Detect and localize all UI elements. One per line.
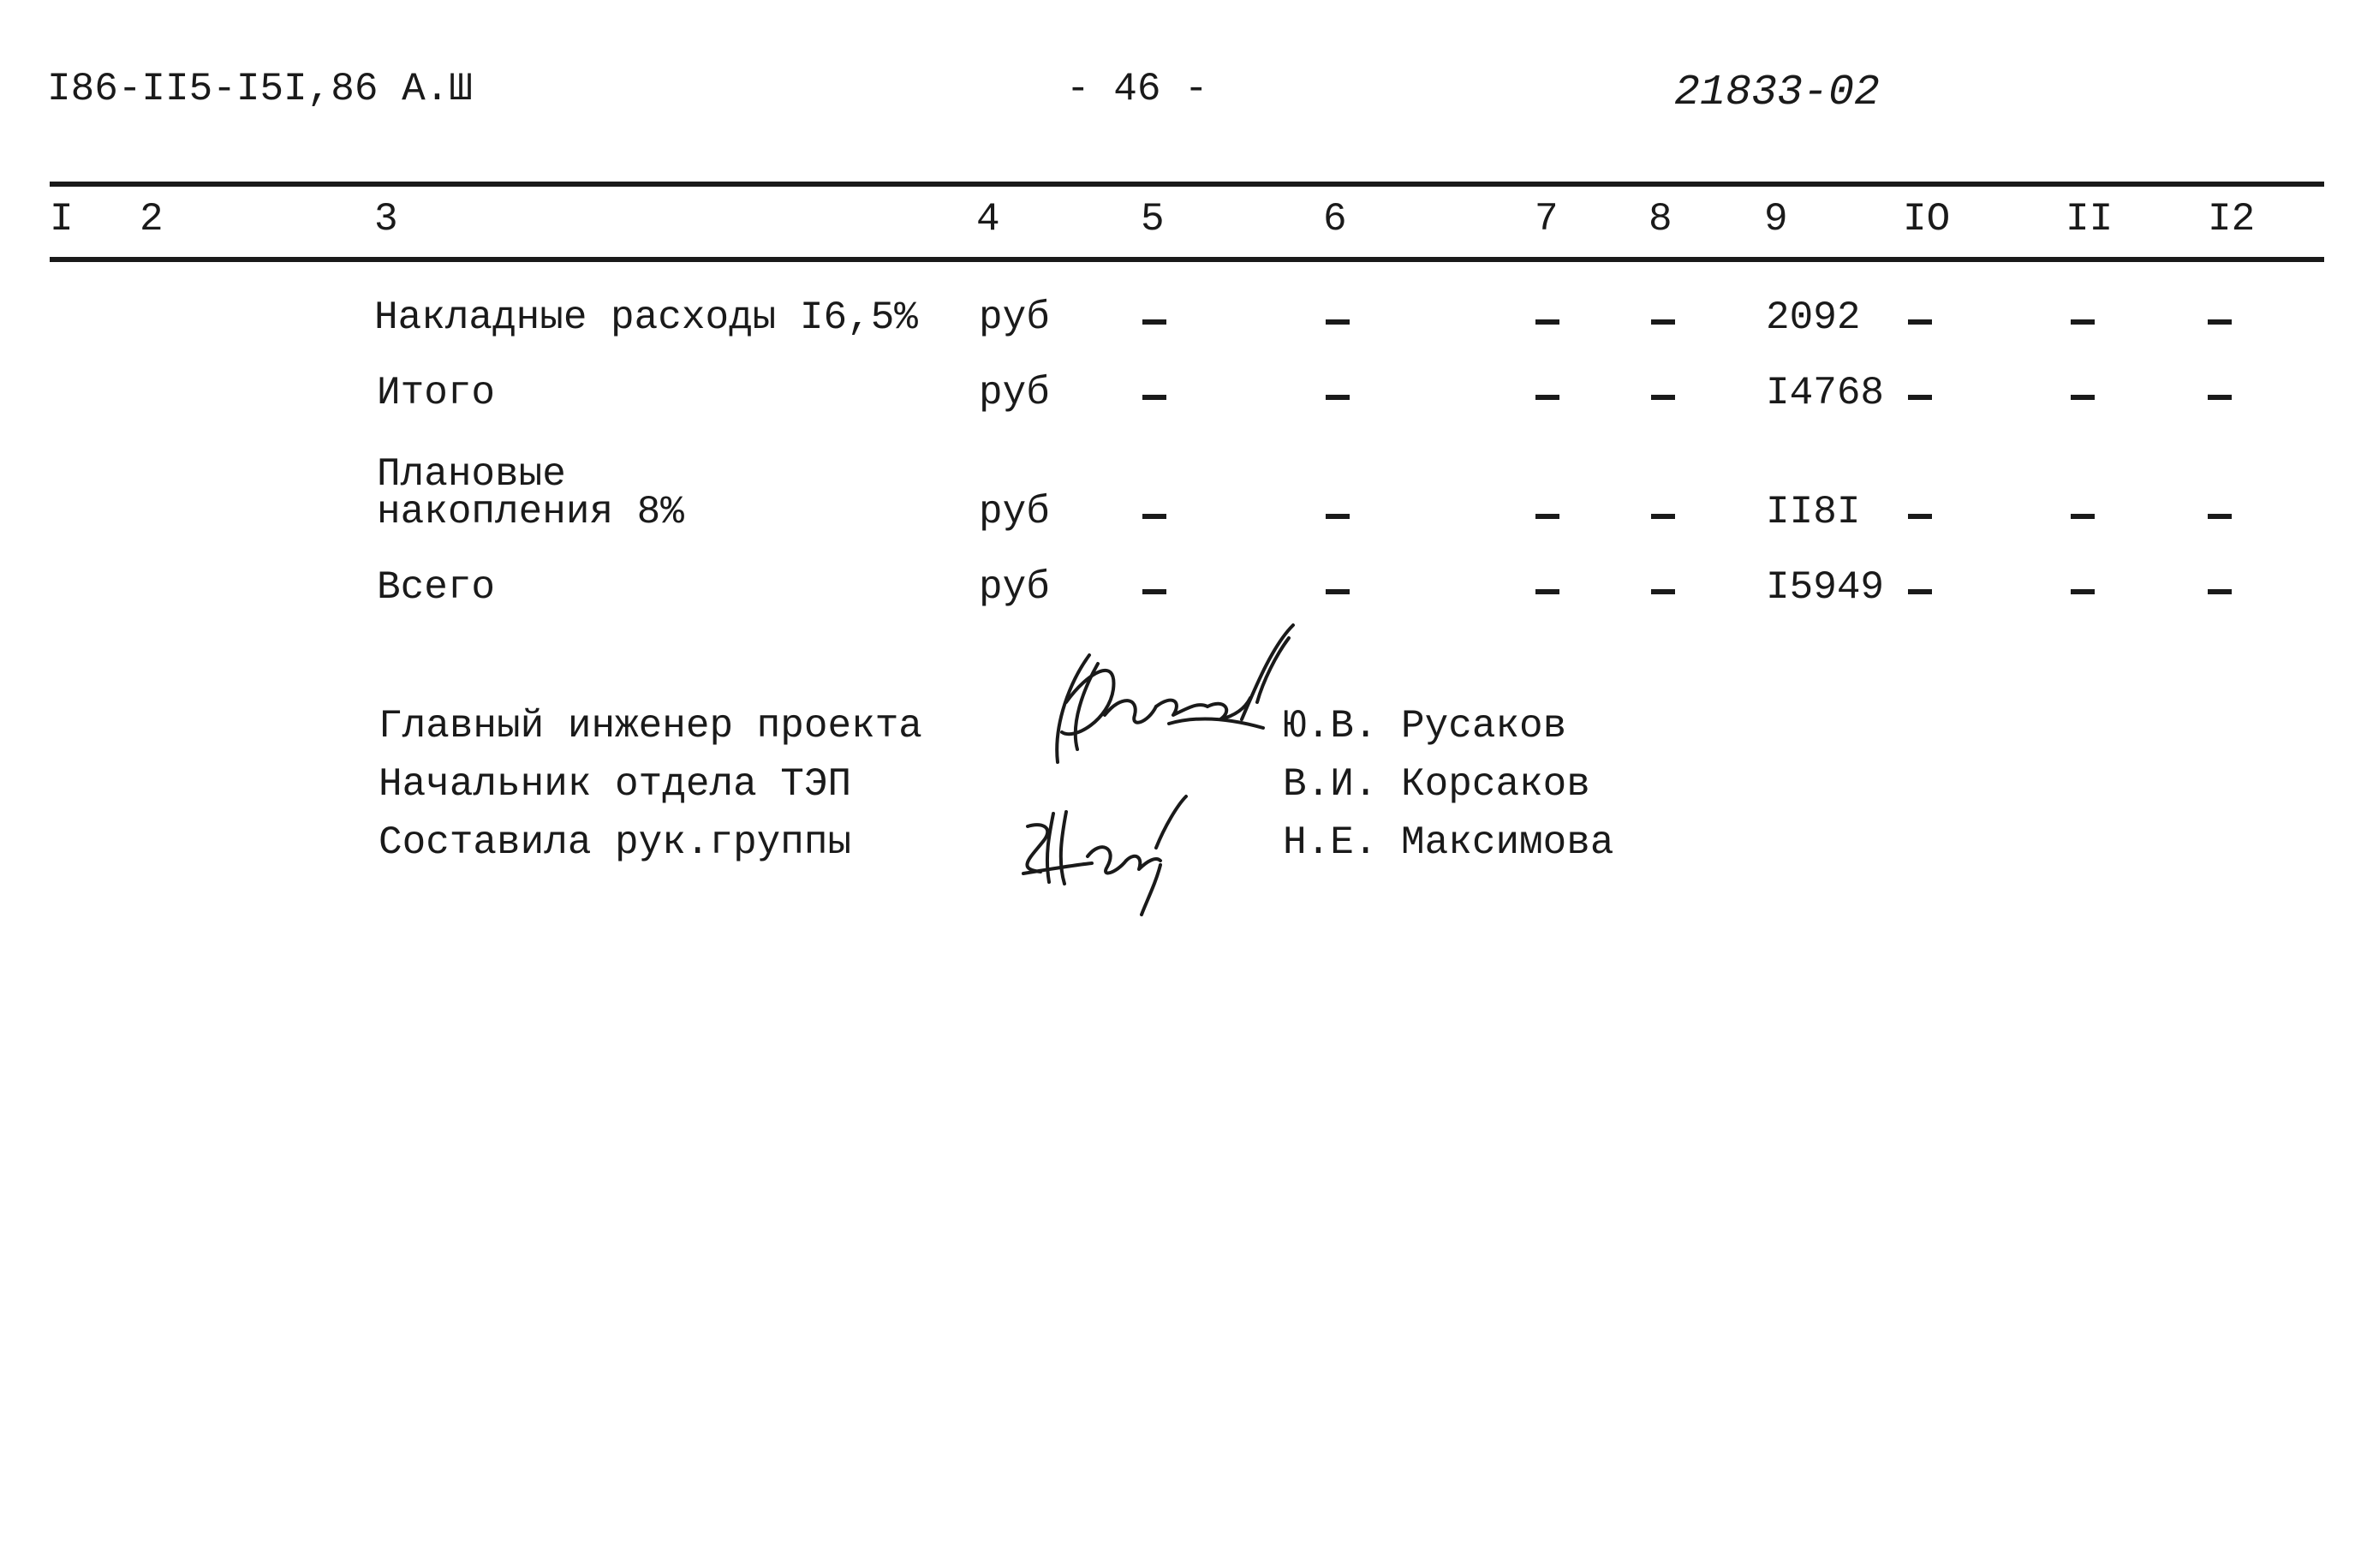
column-number-4: 4 <box>976 197 1000 241</box>
row-label: Накладные расходы I6,5% <box>374 295 918 340</box>
empty-dash <box>2208 319 2232 325</box>
table-top-rule <box>50 182 2324 187</box>
empty-dash <box>1651 395 1675 400</box>
signature-title: Главный инженер проекта <box>379 704 922 748</box>
handwritten-signature-1 <box>1036 621 1327 775</box>
signature-title: Составила рук.группы <box>379 820 852 865</box>
empty-dash <box>1142 514 1166 519</box>
empty-dash <box>1908 589 1932 594</box>
handwritten-signature-2 <box>1006 788 1203 916</box>
row-value: 2092 <box>1766 295 1861 340</box>
row-unit: руб <box>979 295 1050 340</box>
row-label: Итого <box>377 371 496 415</box>
column-number-5: 5 <box>1141 197 1165 241</box>
row-value: I4768 <box>1766 371 1885 415</box>
column-number-7: 7 <box>1535 197 1559 241</box>
signature-title: Начальник отдела ТЭП <box>379 762 852 807</box>
empty-dash <box>1908 514 1932 519</box>
page-number: - 46 - <box>1066 67 1208 111</box>
column-number-9: 9 <box>1764 197 1788 241</box>
row-value: I5949 <box>1766 565 1885 610</box>
empty-dash <box>1142 319 1166 325</box>
empty-dash <box>2071 514 2095 519</box>
signatory-name: Н.Е. Максимова <box>1283 820 1614 865</box>
table-header-rule <box>50 257 2324 262</box>
column-number-8: 8 <box>1649 197 1672 241</box>
signatory-name: В.И. Корсаков <box>1283 762 1590 807</box>
empty-dash <box>2071 395 2095 400</box>
column-number-10: IO <box>1903 197 1951 241</box>
empty-dash <box>1535 395 1559 400</box>
empty-dash <box>1651 319 1675 325</box>
row-label-line1: Плановые <box>377 452 566 497</box>
column-number-1: I <box>50 197 74 241</box>
row-unit: руб <box>979 490 1050 534</box>
empty-dash <box>2071 319 2095 325</box>
row-unit: руб <box>979 565 1050 610</box>
empty-dash <box>2071 589 2095 594</box>
document-code: I86-II5-I5I,86 А.Ш <box>47 67 473 111</box>
empty-dash <box>2208 514 2232 519</box>
row-label-line2: накопления 8% <box>377 490 684 534</box>
empty-dash <box>1651 589 1675 594</box>
empty-dash <box>1142 589 1166 594</box>
empty-dash <box>1326 589 1350 594</box>
column-number-2: 2 <box>140 197 164 241</box>
empty-dash <box>1326 395 1350 400</box>
empty-dash <box>1535 589 1559 594</box>
empty-dash <box>1651 514 1675 519</box>
empty-dash <box>1326 514 1350 519</box>
column-number-11: II <box>2066 197 2114 241</box>
row-value: II8I <box>1766 490 1861 534</box>
empty-dash <box>1908 319 1932 325</box>
empty-dash <box>1535 514 1559 519</box>
column-number-3: 3 <box>374 197 398 241</box>
row-unit: руб <box>979 371 1050 415</box>
reference-number: 21833-02 <box>1674 69 1881 117</box>
empty-dash <box>2208 589 2232 594</box>
row-label: Всего <box>377 565 496 610</box>
empty-dash <box>1326 319 1350 325</box>
empty-dash <box>2208 395 2232 400</box>
empty-dash <box>1142 395 1166 400</box>
empty-dash <box>1535 319 1559 325</box>
signatory-name: Ю.В. Русаков <box>1283 704 1567 748</box>
column-number-12: I2 <box>2208 197 2256 241</box>
column-number-6: 6 <box>1323 197 1347 241</box>
empty-dash <box>1908 395 1932 400</box>
